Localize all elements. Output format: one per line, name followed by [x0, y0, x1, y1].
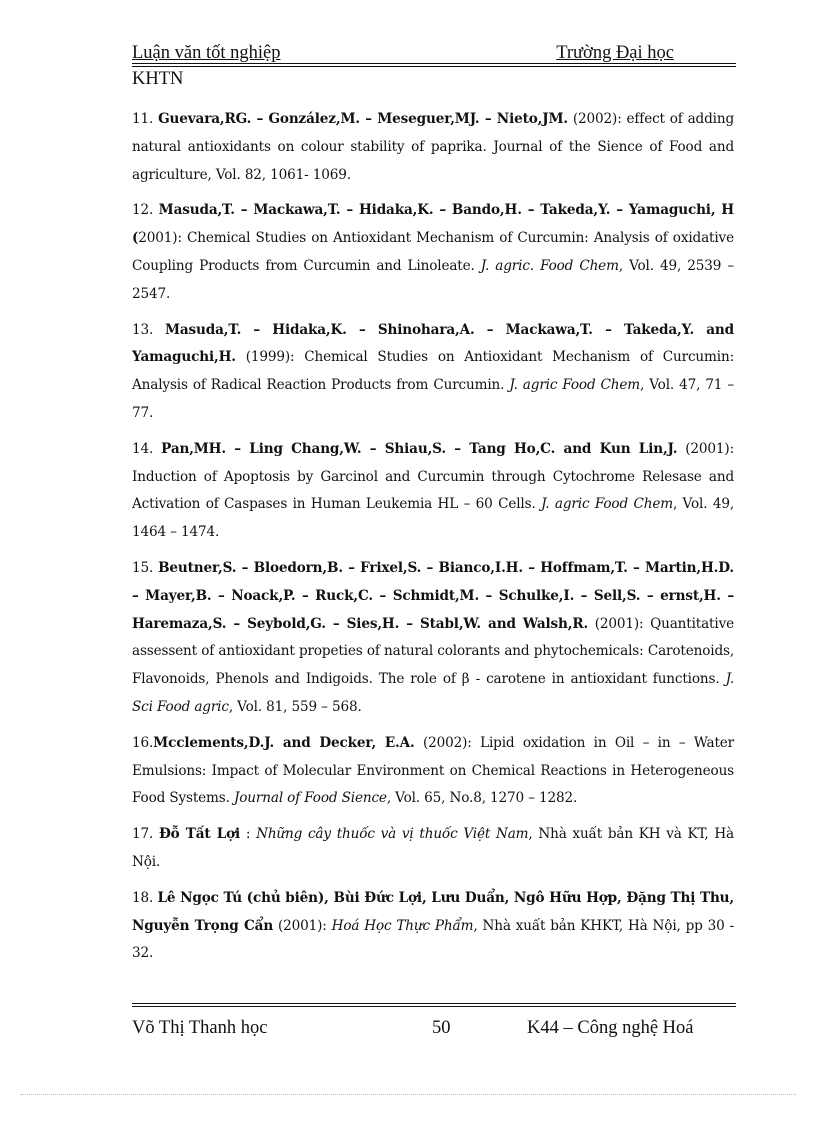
reference-text: (2001): Induction of Apoptosis by Garcinol and Curcumin through Cytochrome Relesase and Activation of Caspases in Human Leukemia HL – 60 Cells.	[132, 440, 735, 513]
reference-text: (2001): Quantitative assessent of antioxidant propeties of natural colorants and phytochemicals: Carotenoids, Flavonoids, Phenols and Indigoids. The role of β - carotene in antioxidant functions.	[132, 615, 734, 688]
footer-program: K44 – Công nghệ Hoá	[527, 1018, 694, 1038]
reference-text: , Vol. 65, No.8, 1270 – 1282.	[386, 790, 578, 807]
reference-text: 15.	[132, 559, 159, 576]
reference-text: (2002): Lipid oxidation in Oil – in – Water Emulsions: Impact of Molecular Environment on Chemical Reactions in Heterogeneous Food Systems.	[132, 734, 734, 807]
reference-text: 14.	[132, 440, 162, 457]
header-divider	[132, 63, 736, 67]
reference-text: (2002): effect of adding natural antioxidants on colour stability of paprika. Journal of the Sience of Food and agriculture, Vol. 82, 1061- 1069.	[132, 111, 735, 183]
reference-source: Hoá Học Thực Phẩm	[331, 917, 474, 934]
reference-source: Journal of Food Sience	[233, 790, 387, 807]
reference-entry	[132, 436, 734, 547]
reference-text: :	[240, 826, 257, 843]
reference-authors: Mcclements,D.J. and Decker, E.A.	[153, 734, 415, 751]
reference-authors: Lê Ngọc Tú (chủ biên), Bùi Đức Lợi, Lưu Duẩn, Ngô Hữu Hợp, Đặng Thị Thu, Nguyễn Trọng Cẩn	[132, 889, 734, 934]
header-row	[132, 42, 736, 64]
reference-text: 18.	[132, 889, 158, 906]
reference-authors: Beutner,S. – Bloedorn,B. – Frixel,S. – Bianco,I.H. – Hoffmam,T. – Martin,H.D. – Mayer,B. – Noack,P. – Ruck,C. – Schmidt,M. – Schulke,I. – Sell,S. – ernst,H. – Haremaza,S. – Seybold,G. – Sies,H. – Stabl,W. and Walsh,R.	[132, 559, 734, 632]
reference-source: Những cây thuốc và vị thuốc Việt Nam	[256, 826, 529, 843]
reference-entry	[132, 197, 734, 308]
page-bottom-border	[20, 1094, 796, 1095]
reference-text: 12.	[132, 202, 159, 219]
reference-entry	[132, 730, 734, 813]
reference-entry	[132, 821, 734, 877]
reference-text: (1999): Chemical Studies on Antioxidant Mechanism of Curcumin: Analysis of Radical Reaction Products from Curcumin.	[132, 349, 734, 394]
reference-source: J. Sci Food agric	[132, 671, 734, 715]
footer-page-number: 50	[432, 1018, 451, 1038]
reference-entry	[132, 885, 734, 968]
reference-text: , Vol. 49, 2539 – 2547.	[132, 257, 735, 302]
reference-text: , Nhà xuất bản KHKT, Hà Nội, pp 30 - 32.	[132, 917, 734, 962]
reference-entry	[132, 106, 734, 189]
reference-list	[132, 106, 734, 976]
header-thesis-title: Luận văn tốt nghiệp	[132, 43, 281, 63]
reference-entry	[132, 317, 734, 428]
header-university: Trường Đại học	[556, 43, 674, 63]
reference-text: 17.	[132, 826, 159, 843]
reference-authors: Masuda,T. – Hidaka,K. – Shinohara,A. – Mackawa,T. – Takeda,Y. and Yamaguchi,H.	[132, 321, 734, 366]
reference-source: J. agric Food Chem	[541, 496, 673, 513]
reference-text: , Vol. 81, 559 – 568.	[228, 698, 362, 715]
reference-text: 11.	[132, 111, 159, 127]
reference-authors: Đỗ Tất Lợi	[158, 826, 241, 843]
footer-divider	[132, 1003, 736, 1007]
reference-text: , Vol. 49, 1464 – 1474.	[132, 496, 734, 541]
header-university-continuation: KHTN	[132, 69, 184, 89]
reference-entry	[132, 555, 734, 722]
reference-authors: Pan,MH. – Ling Chang,W. – Shiau,S. – Tang Ho,C. and Kun Lin,J.	[161, 440, 678, 457]
reference-authors: Masuda,T. – Mackawa,T. – Hidaka,K. – Bando,H. – Takeda,Y. – Yamaguchi, H (	[132, 202, 734, 247]
reference-text: , Vol. 47, 71 – 77.	[132, 377, 734, 421]
reference-text: 2001): Chemical Studies on Antioxidant Mechanism of Curcumin: Analysis of oxidative Coupling Products from Curcumin and Linoleate.	[132, 230, 734, 274]
reference-text: , Nhà xuất bản KH và KT, Hà Nội.	[132, 826, 734, 870]
reference-text: 16.	[132, 734, 154, 751]
reference-text: 13.	[132, 321, 165, 338]
reference-source: J. agric Food Chem	[509, 377, 641, 394]
reference-source: J. agric. Food Chem	[480, 257, 619, 274]
reference-authors: Guevara,RG. – González,M. – Meseguer,MJ. – Nieto,JM.	[158, 111, 568, 127]
reference-text: (2001):	[273, 917, 332, 934]
footer-author: Võ Thị Thanh học	[132, 1018, 268, 1038]
